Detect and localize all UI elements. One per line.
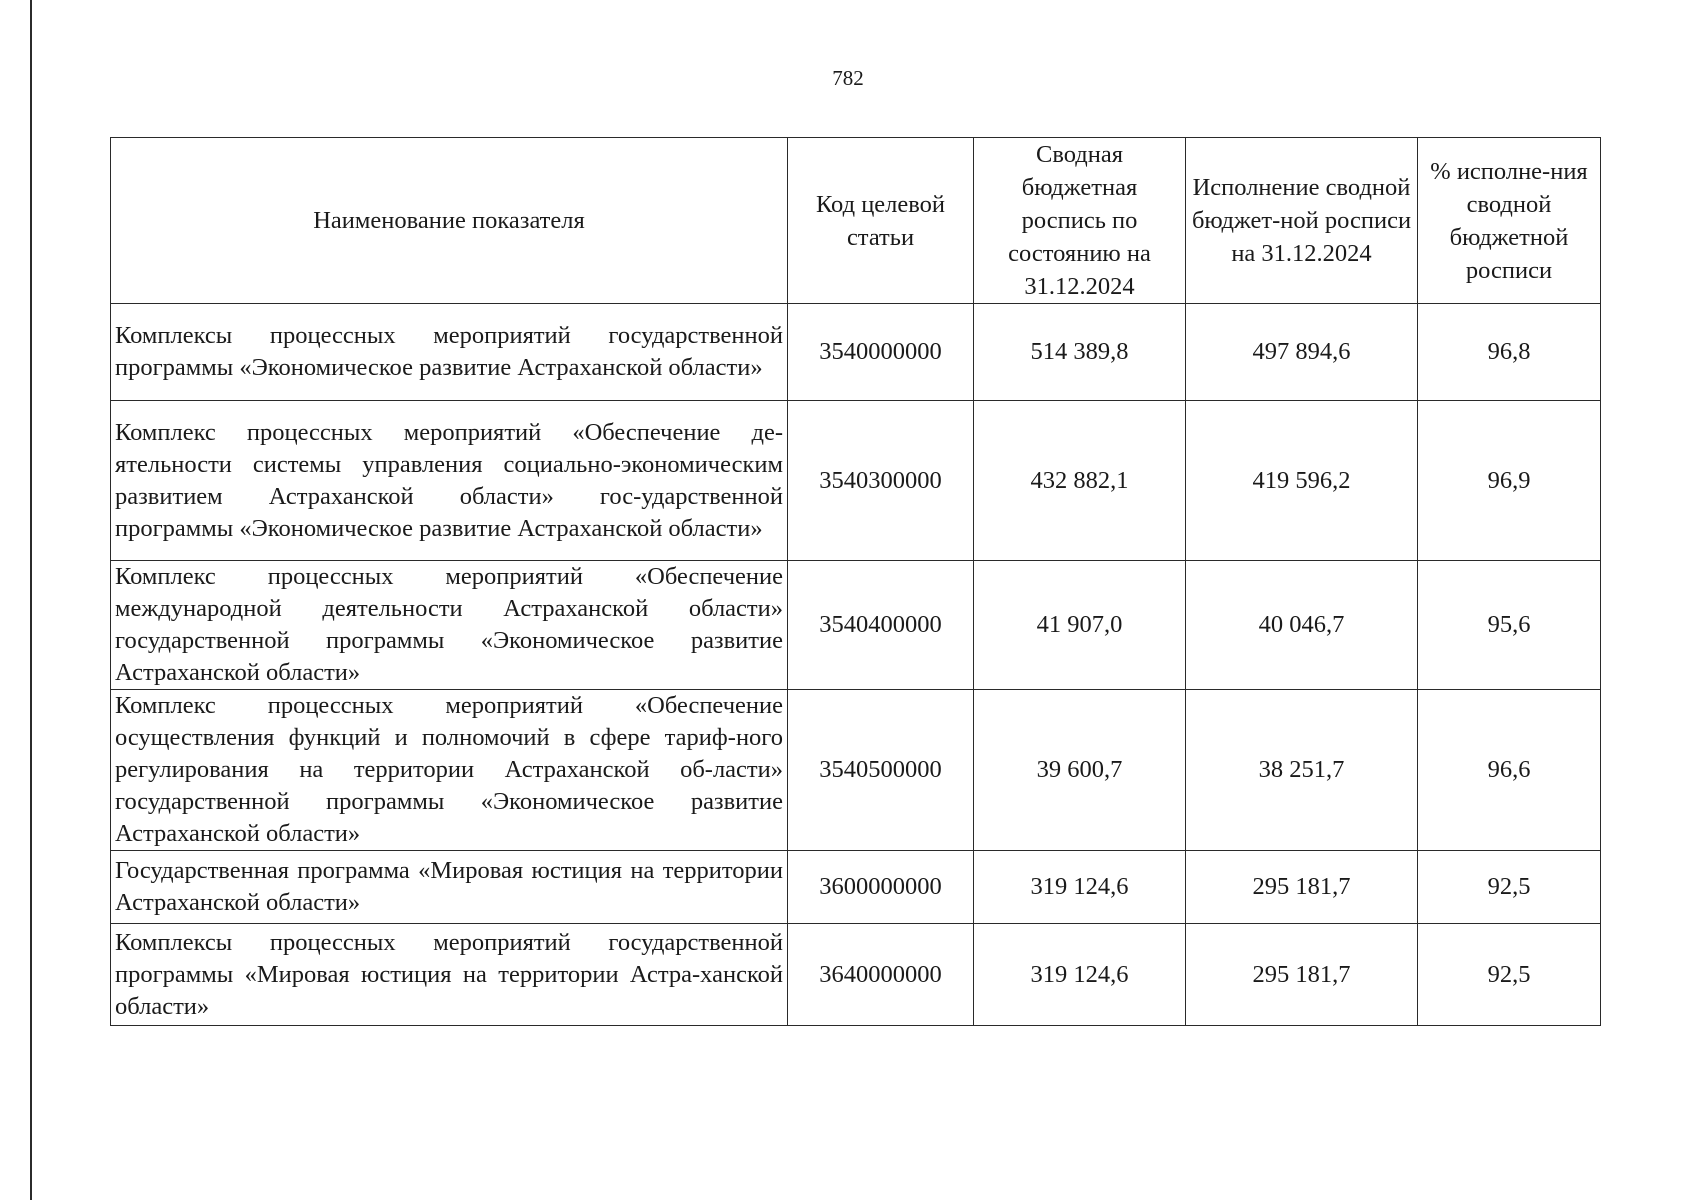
table-row (111, 690, 1601, 851)
row-target-code: 3540000000 (788, 304, 974, 401)
row-execution-percent: 95,6 (1418, 561, 1601, 690)
page-number: 782 (832, 66, 864, 90)
header-budget-plan: Сводная бюджетная роспись по состоянию на 31.12.2024 (974, 138, 1186, 304)
row-indicator-name: Комплекс процессных мероприятий «Обеспечение де-ятельности системы управления социально-экономическим развитием Астраханской области» гос-ударственной программы «Экономическое развитие Астраханской области» (111, 401, 788, 561)
row-execution-percent: 92,5 (1418, 924, 1601, 1026)
row-budget-execution: 295 181,7 (1186, 851, 1418, 924)
table-row (111, 304, 1601, 401)
row-target-code: 3600000000 (788, 851, 974, 924)
row-execution-percent: 96,9 (1418, 401, 1601, 561)
row-budget-plan: 41 907,0 (974, 561, 1186, 690)
row-budget-plan: 514 389,8 (974, 304, 1186, 401)
header-indicator-name: Наименование показателя (111, 138, 788, 304)
header-target-code: Код целевой статьи (788, 138, 974, 304)
row-target-code: 3640000000 (788, 924, 974, 1026)
row-indicator-name: Комплексы процессных мероприятий государственной программы «Экономическое развитие Астраханской области» (111, 304, 788, 401)
row-budget-plan: 319 124,6 (974, 851, 1186, 924)
table-header-row (111, 138, 1601, 304)
row-budget-plan: 39 600,7 (974, 690, 1186, 851)
table-row (111, 851, 1601, 924)
row-budget-execution: 419 596,2 (1186, 401, 1418, 561)
header-budget-execution: Исполнение сводной бюджет-ной росписи на 31.12.2024 (1186, 138, 1418, 304)
row-budget-plan: 319 124,6 (974, 924, 1186, 1026)
row-target-code: 3540500000 (788, 690, 974, 851)
header-execution-percent: % исполне-ния сводной бюджетной росписи (1418, 138, 1601, 304)
row-budget-plan: 432 882,1 (974, 401, 1186, 561)
row-indicator-name: Комплексы процессных мероприятий государственной программы «Мировая юстиция на территории Астра-ханской области» (111, 924, 788, 1026)
row-budget-execution: 38 251,7 (1186, 690, 1418, 851)
table-row (111, 401, 1601, 561)
table-row (111, 561, 1601, 690)
row-target-code: 3540300000 (788, 401, 974, 561)
row-indicator-name: Комплекс процессных мероприятий «Обеспечение международной деятельности Астраханской области» государственной программы «Экономическое развитие Астраханской области» (111, 561, 788, 690)
row-indicator-name: Комплекс процессных мероприятий «Обеспечение осуществления функций и полномочий в сфере тариф-ного регулирования на территории Астраханской об-ласти» государственной программы «Экономическое развитие Астраханской области» (111, 690, 788, 851)
row-indicator-name: Государственная программа «Мировая юстиция на территории Астраханской области» (111, 851, 788, 924)
row-target-code: 3540400000 (788, 561, 974, 690)
row-execution-percent: 96,6 (1418, 690, 1601, 851)
budget-execution-table (110, 137, 1601, 1026)
row-budget-execution: 40 046,7 (1186, 561, 1418, 690)
row-budget-execution: 295 181,7 (1186, 924, 1418, 1026)
table-row (111, 924, 1601, 1026)
binding-margin-line (30, 0, 32, 1200)
row-budget-execution: 497 894,6 (1186, 304, 1418, 401)
row-execution-percent: 92,5 (1418, 851, 1601, 924)
row-execution-percent: 96,8 (1418, 304, 1601, 401)
